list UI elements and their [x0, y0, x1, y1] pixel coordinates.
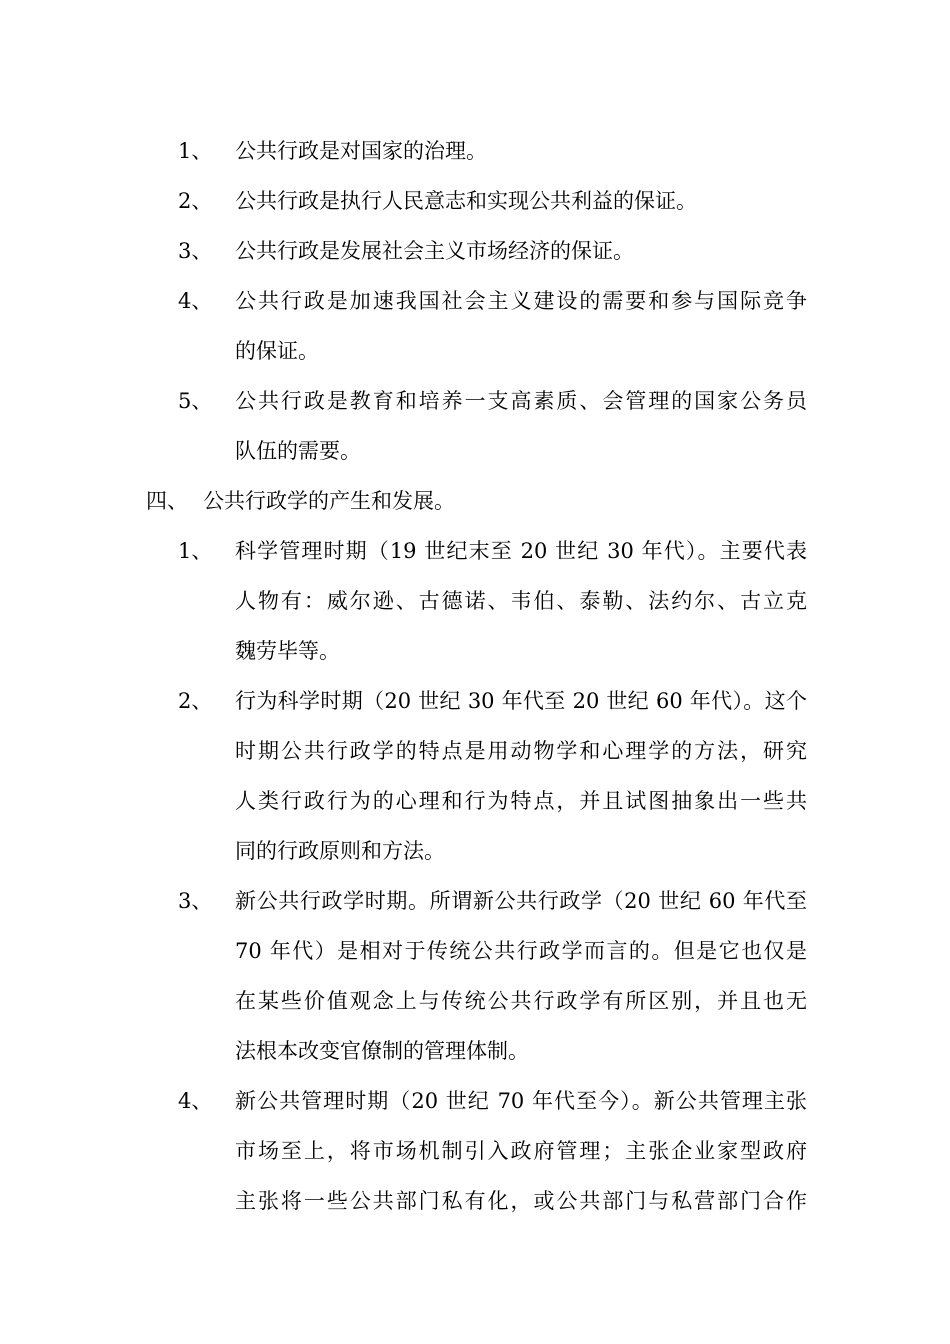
item-number: 4、 [178, 1089, 213, 1113]
section-number: 四、 [146, 489, 188, 513]
item-text: 新公共行政学时期。所谓新公共行政学（20 世纪 60 年代至 [235, 889, 807, 913]
item-text: 主张将一些公共部门私有化，或公共部门与私营部门合作 [235, 1189, 807, 1213]
item-text: 时期公共行政学的特点是用动物学和心理学的方法，研究 [235, 739, 807, 763]
item-text: 公共行政是加速我国社会主义建设的需要和参与国际竞争 [235, 289, 807, 313]
item-text: 人物有：威尔逊、古德诺、韦伯、泰勒、法约尔、古立克 [235, 589, 807, 613]
item-text: 科学管理时期（19 世纪末至 20 世纪 30 年代）。主要代表 [235, 539, 807, 563]
item-text: 70 年代）是相对于传统公共行政学而言的。但是它也仅是 [235, 939, 807, 963]
item-text: 公共行政是教育和培养一支高素质、会管理的国家公务员 [235, 389, 807, 413]
item-text: 的保证。 [235, 339, 319, 363]
section-title: 公共行政学的产生和发展。 [203, 489, 455, 513]
item-number: 4、 [178, 289, 213, 313]
item-text: 法根本改变官僚制的管理体制。 [235, 1039, 529, 1063]
item-text: 人类行政行为的心理和行为特点，并且试图抽象出一些共 [235, 789, 807, 813]
item-number: 1、 [178, 139, 213, 163]
item-text: 新公共管理时期（20 世纪 70 年代至今）。新公共管理主张 [235, 1089, 807, 1113]
item-number: 2、 [178, 689, 213, 713]
item-text: 公共行政是发展社会主义市场经济的保证。 [235, 239, 634, 263]
item-number: 2、 [178, 189, 213, 213]
item-text: 公共行政是执行人民意志和实现公共利益的保证。 [235, 189, 697, 213]
item-text: 魏劳毕等。 [235, 639, 340, 663]
item-number: 1、 [178, 539, 213, 563]
item-number: 3、 [178, 239, 213, 263]
item-text: 同的行政原则和方法。 [235, 839, 445, 863]
item-number: 3、 [178, 889, 213, 913]
item-text: 队伍的需要。 [235, 439, 361, 463]
item-text: 行为科学时期（20 世纪 30 年代至 20 世纪 60 年代）。这个 [235, 689, 807, 713]
item-number: 5、 [178, 389, 213, 413]
item-text: 公共行政是对国家的治理。 [235, 139, 487, 163]
item-text: 在某些价值观念上与传统公共行政学有所区别，并且也无 [235, 989, 807, 1013]
item-text: 市场至上，将市场机制引入政府管理；主张企业家型政府 [235, 1139, 807, 1163]
